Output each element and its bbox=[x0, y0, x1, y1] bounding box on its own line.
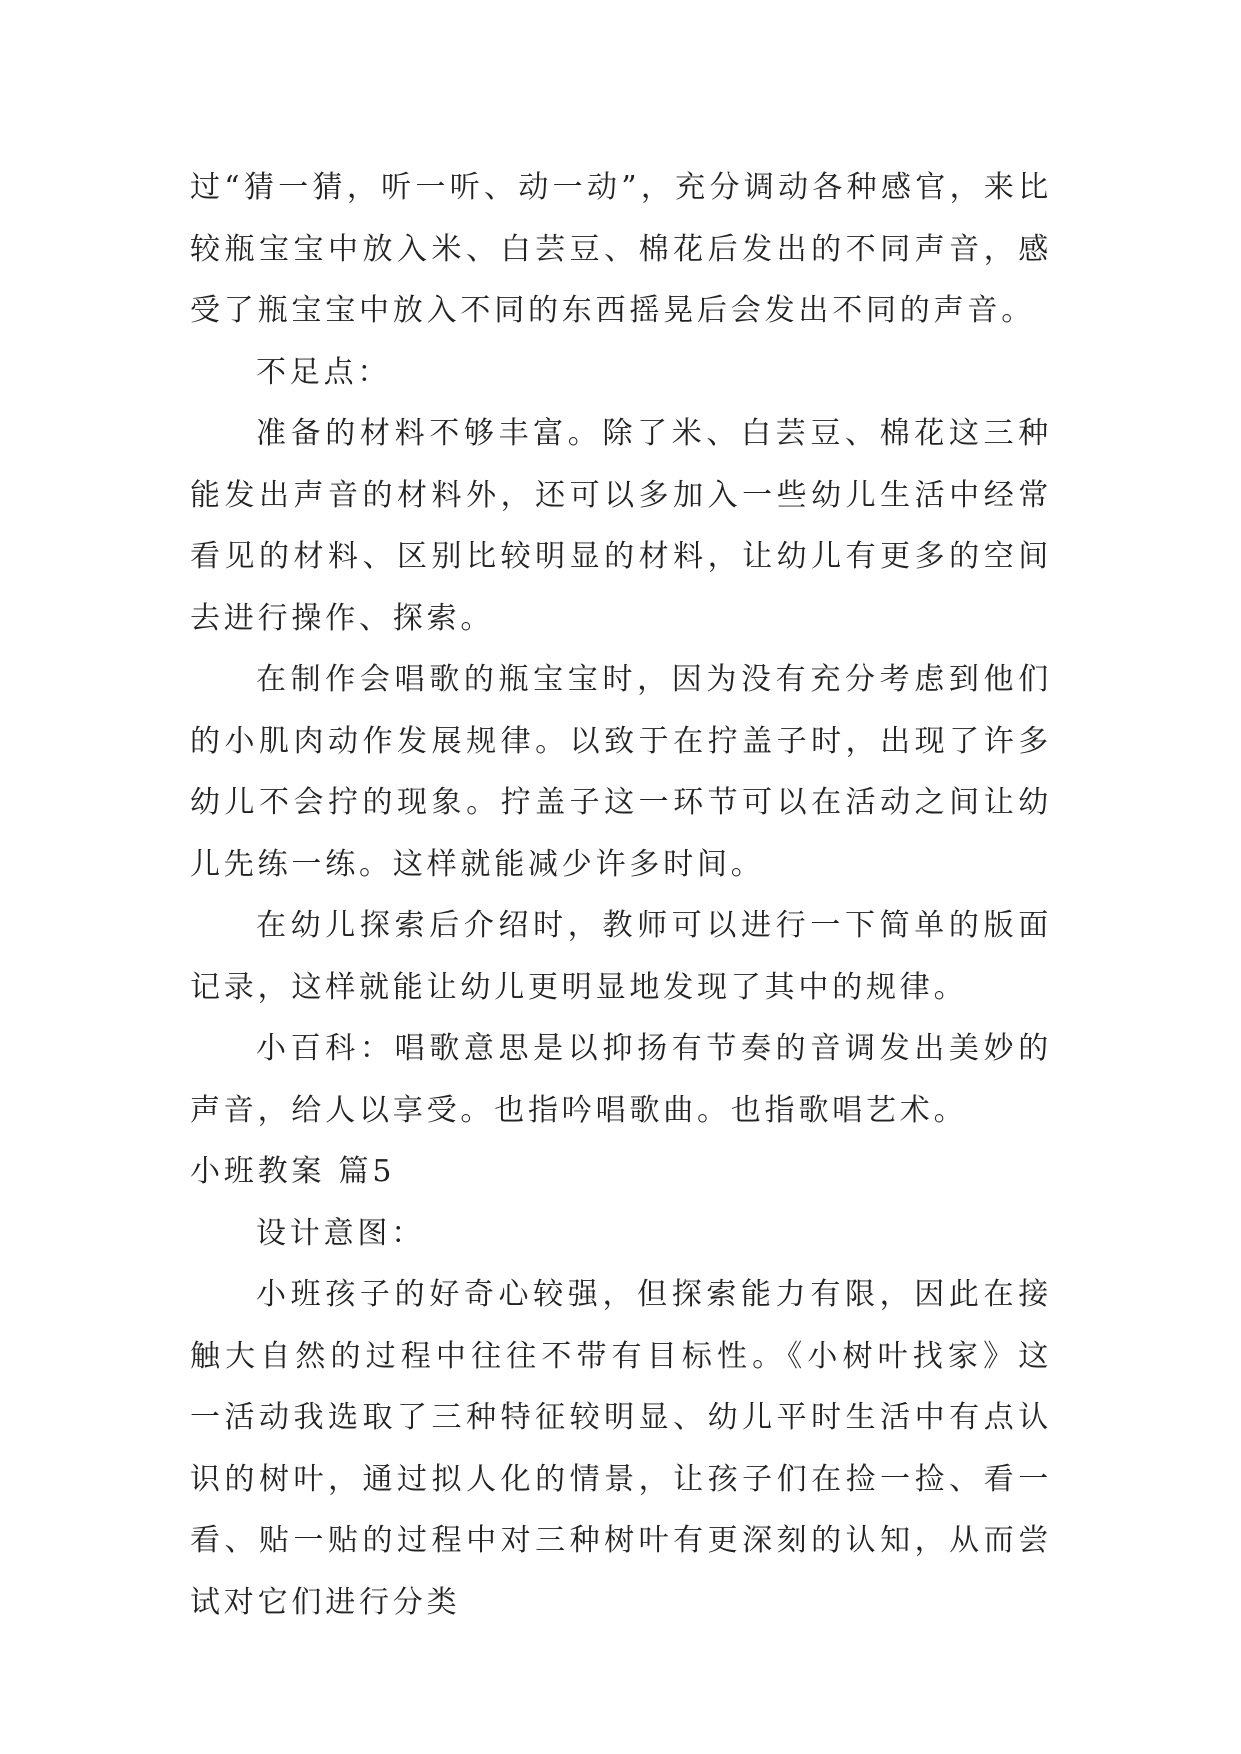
paragraph-bottle-making: 在制作会唱歌的瓶宝宝时，因为没有充分考虑到他们的小肌肉动作发展规律。以致于在拧盖子时，出现了许多幼儿不会拧的现象。拧盖子这一环节可以在活动之间让幼儿先练一练。这样就能减少许多时间。 bbox=[190, 662, 1052, 882]
paragraph-materials: 准备的材料不够丰富。除了米、白芸豆、棉花这三种能发出声音的材料外，还可以多加入一些幼儿生活中经常看见的材料、区别比较明显的材料，让幼儿有更多的空间去进行操作、探索。 bbox=[190, 416, 1052, 636]
paragraph-design-intent-label: 设计意图： bbox=[256, 1215, 425, 1251]
paragraph-encyclopedia: 小百科：唱歌意思是以抑扬有节奏的音调发出美妙的声音，给人以享受。也指吟唱歌曲。也指歌唱艺术。 bbox=[190, 1031, 1052, 1128]
section-heading: 小班教案 篇5 bbox=[190, 1154, 396, 1189]
document-page bbox=[190, 157, 1052, 1633]
paragraph-activity-summary: 过“猜一猜，听一听、动一动”，充分调动各种感官，来比较瓶宝宝中放入米、白芸豆、棉花后发出的不同声音，感受了瓶宝宝中放入不同的东西摇晃后会发出不同的声音。 bbox=[190, 170, 1052, 328]
paragraph-shortcomings-label: 不足点： bbox=[256, 354, 392, 390]
paragraph-design-intent: 小班孩子的好奇心较强，但探索能力有限，因此在接触大自然的过程中往往不带有目标性。《小树叶找家》这一活动我选取了三种特征较明显、幼儿平时生活中有点认识的树叶，通过拟人化的情景，让孩子们在捡一捡、看一看、贴一贴的过程中对三种树叶有更深刻的认知，从而尝试对它们进行分类 bbox=[190, 1277, 1052, 1620]
paragraph-recording: 在幼儿探索后介绍时，教师可以进行一下简单的版面记录，这样就能让幼儿更明显地发现了其中的规律。 bbox=[190, 908, 1052, 1005]
